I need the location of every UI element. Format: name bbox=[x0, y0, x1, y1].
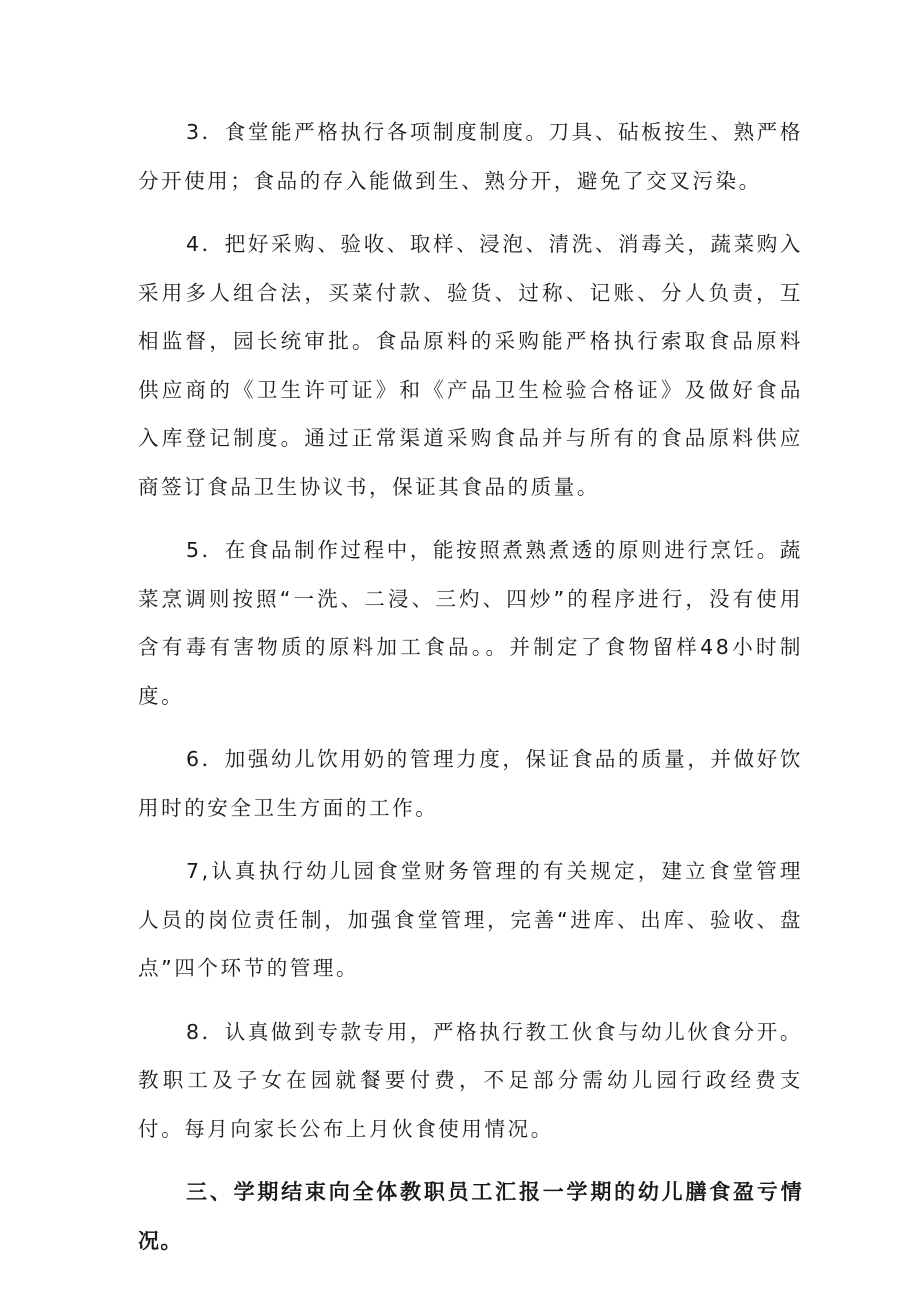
paragraph-item-5: 5．在食品制作过程中，能按照煮熟煮透的原则进行烹饪。蔬菜烹调则按照“一洗、二浸、三灼、四炒”的程序进行，没有使用含有毒有害物质的原料加工食品。。并制定了食物留样48小时制度。 bbox=[138, 538, 803, 708]
paragraph-item-3: 3．食堂能严格执行各项制度制度。刀具、砧板按生、熟严格分开使用；食品的存入能做到生、熟分开，避免了交叉污染。 bbox=[138, 120, 803, 193]
paragraph-item-4: 4．把好采购、验收、取样、浸泡、清洗、消毒关，蔬菜购入采用多人组合法，买菜付款、验货、过称、记账、分人负责，互相监督，园长统审批。食品原料的采购能严格执行索取食品原料供应商的《卫生许可证》和《产品卫生检验合格证》及做好食品入库登记制度。通过正常渠道采购食品并与所有的食品原料供应商签订食品卫生协议书，保证其食品的质量。 bbox=[138, 232, 803, 499]
paragraph-item-8: 8．认真做到专款专用，严格执行教工伙食与幼儿伙食分开。教职工及子女在园就餐要付费，不足部分需幼儿园行政经费支付。每月向家长公布上月伙食使用情况。 bbox=[138, 1019, 803, 1141]
paragraph-item-7: 7,认真执行幼儿园食堂财务管理的有关规定，建立食堂管理人员的岗位责任制，加强食堂管理，完善“进库、出库、验收、盘点”四个环节的管理。 bbox=[138, 859, 803, 980]
section-heading: 三、学期结束向全体教职员工汇报一学期的幼儿膳食盈亏情况。 bbox=[138, 1180, 803, 1253]
document-body bbox=[138, 108, 803, 1280]
paragraph-item-6: 6．加强幼儿饮用奶的管理力度，保证食品的质量，并做好饮用时的安全卫生方面的工作。 bbox=[138, 747, 803, 820]
